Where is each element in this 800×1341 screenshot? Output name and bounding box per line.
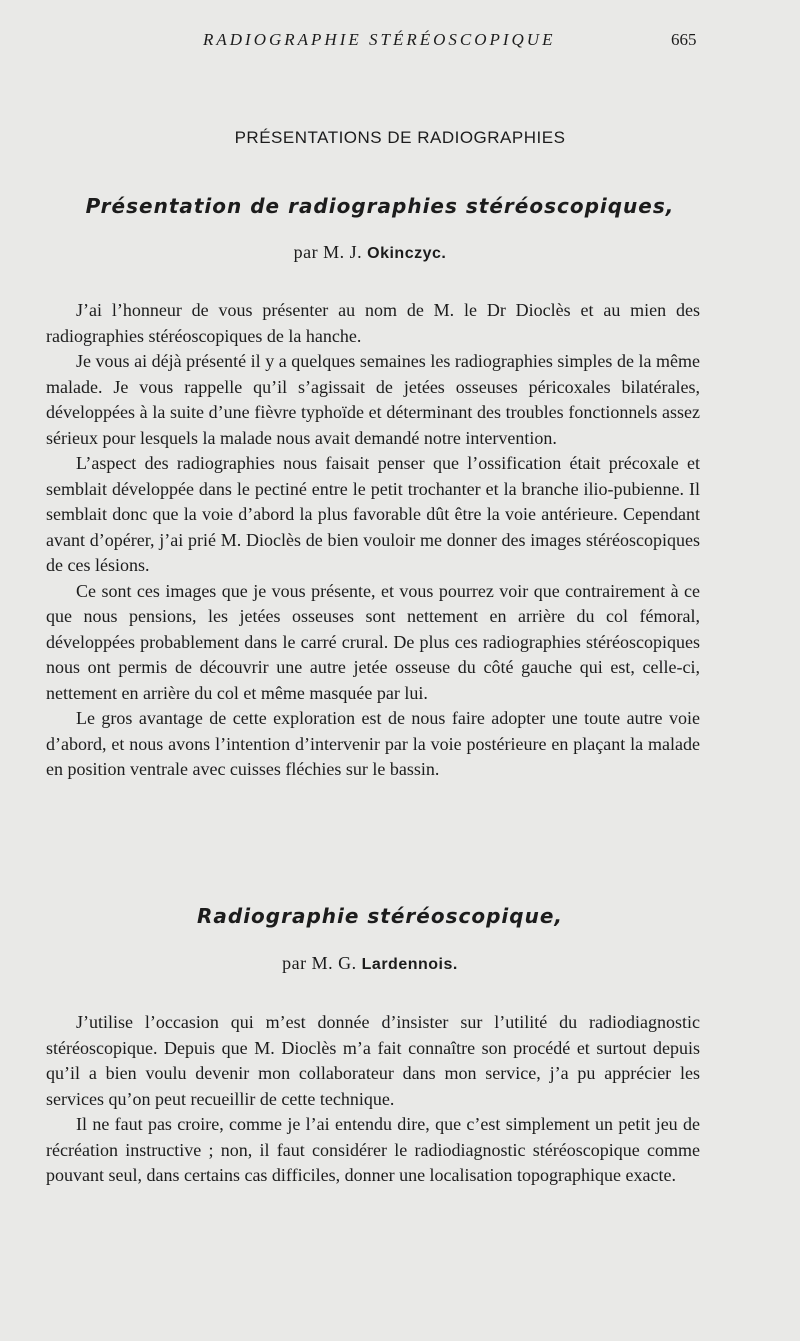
paragraph: L’aspect des radiographies nous faisait penser que l’ossification était précoxale et semblait développée dans le pectiné entre le petit trochanter et la branche ilio-pubienne. Il semblait donc que la voie d’abord la plus favorable dût être la voie antérieure. Cependant avant d’opérer, j’ai prié M. Dioclès de bien vouloir me donner des images stéréoscopiques de ces lésions. xyxy=(46,453,700,575)
article-body xyxy=(46,298,700,783)
article-title: Présentation de radiographies stéréoscopiques, xyxy=(85,194,675,218)
article-title: Radiographie stéréoscopique, xyxy=(196,904,563,928)
byline xyxy=(0,953,740,974)
byline-prefix: par M. J. xyxy=(293,242,363,262)
paragraph: J’ai l’honneur de vous présenter au nom de M. le Dr Dioclès et au mien des radiographies stéréoscopiques de la hanche. xyxy=(46,300,700,346)
author-name: Lardennois. xyxy=(361,956,458,973)
paragraph: Il ne faut pas croire, comme je l’ai entendu dire, que c’est simplement un petit jeu de récréation instructive ; non, il faut considérer le radiodiagnostic stéréoscopique comme pouvant seul, dans certains cas difficiles, donner une localisation topographique exacte. xyxy=(46,1114,700,1185)
paragraph: J’utilise l’occasion qui m’est donnée d’insister sur l’utilité du radiodiagnostic stéréoscopique. Depuis que M. Dioclès m’a fait connaître son procédé et surtout depuis qu’il a bien voulu devenir mon collaborateur dans mon service, j’a pu apprécier les services qu’on peut recueillir de cette technique. xyxy=(46,1012,700,1109)
paragraph: Le gros avantage de cette exploration est de nous faire adopter une toute autre voie d’abord, et nous avons l’intention d’intervenir par la voie postérieure en plaçant la malade en position ventrale avec cuisses fléchies sur le bassin. xyxy=(46,708,700,779)
article-body xyxy=(46,1010,700,1189)
byline-prefix: par M. G. xyxy=(282,953,357,973)
paragraph: Ce sont ces images que je vous présente, et vous pourrez voir que contrairement à ce que nous pensions, les jetées osseuses sont nettement en arrière du col fémoral, développées probablement dans le carré crural. De plus ces radiographies stéréoscopiques nous ont permis de découvrir une autre jetée osseuse du côté gauche qui est, celle-ci, nettement en arrière du col et même masquée par lui. xyxy=(46,580,700,703)
section-title: PRÉSENTATIONS DE RADIOGRAPHIES xyxy=(234,128,566,147)
page-number: 665 xyxy=(671,30,697,49)
author-name: Okinczyc. xyxy=(367,245,447,262)
paragraph: Je vous ai déjà présenté il y a quelques semaines les radiographies simples de la même malade. Je vous rappelle qu’il s’agissait de jetées osseuses péricoxales bilatérales, développées à la suite d’une fièvre typhoïde et déterminant des troubles fonctionnels assez sérieux pour lesquels la malade nous avait demandé notre intervention. xyxy=(46,351,700,448)
byline xyxy=(0,242,740,263)
running-title: RADIOGRAPHIE STÉRÉOSCOPIQUE xyxy=(203,30,556,49)
